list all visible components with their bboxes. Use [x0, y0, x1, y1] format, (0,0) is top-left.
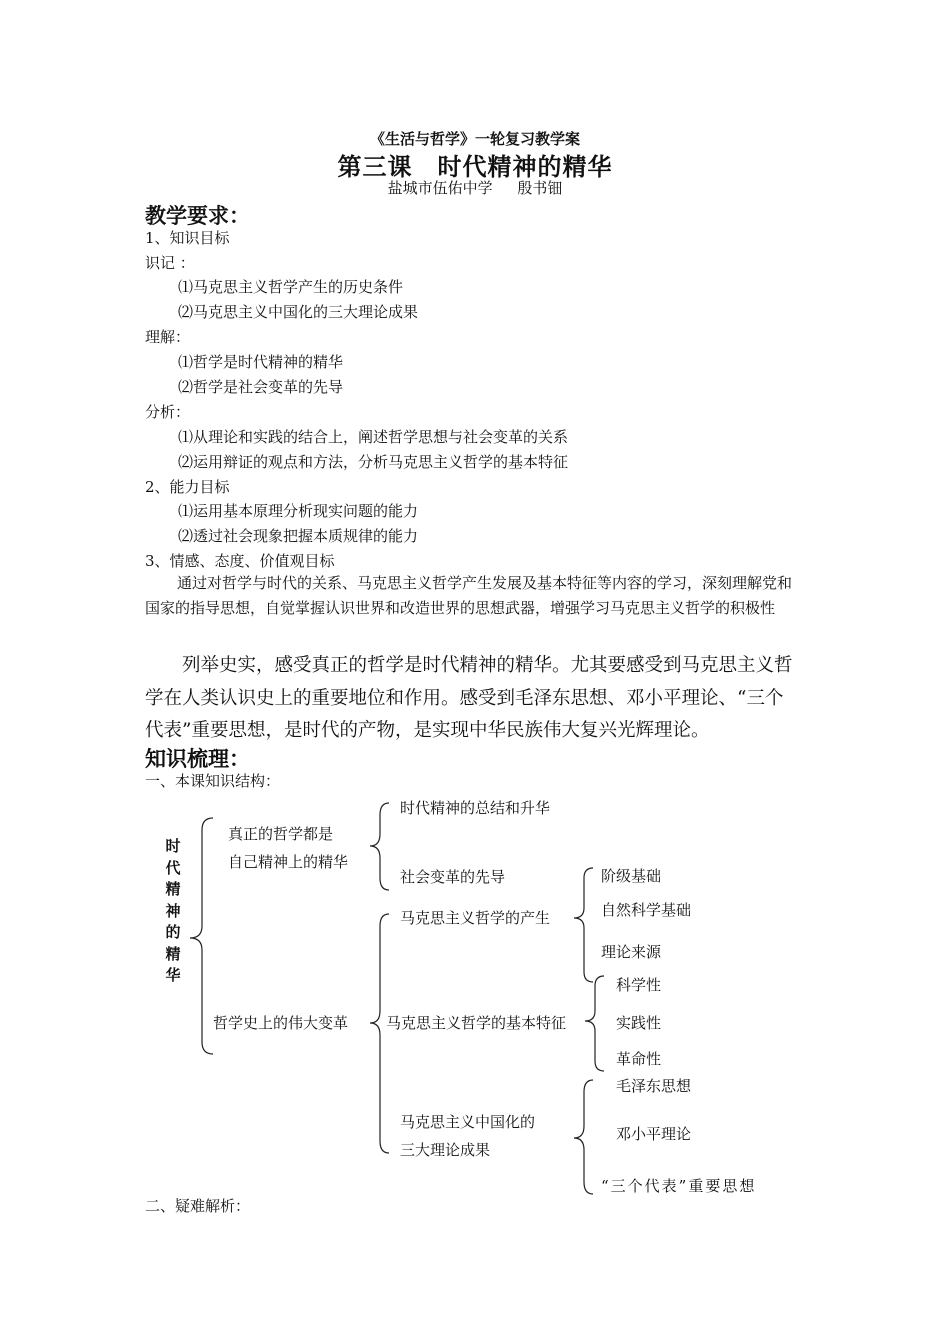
b2-c3-item-2: 邓小平理论 [616, 1125, 692, 1143]
b2-child-1: 马克思主义哲学的产生 [400, 909, 551, 927]
emotion-goal-label: 3、情感、态度、价值观目标 [145, 552, 335, 570]
ability-item-2: ⑵透过社会现象把握本质规律的能力 [178, 527, 419, 545]
recall-label: 识记 ： [145, 254, 195, 272]
summary-paragraph: 列举史实，感受真正的哲学是时代精神的精华。尤其要感受到马克思主义哲学在人类认识史上的重要地位和作用。感受到毛泽东思想、邓小平理论、“三个代表”重要思想，是时代的产物，是实现中华民族伟大复兴光辉理论。 [145, 655, 793, 741]
b2-child-2-brace [585, 976, 604, 1071]
requirements-heading: 教学要求： [145, 204, 250, 228]
b2-c2-item-1: 科学性 [616, 976, 662, 994]
analyze-label: 分析： [145, 403, 191, 421]
b1-child-2: 社会变革的先导 [400, 868, 506, 886]
b2-c1-item-3: 理论来源 [601, 943, 662, 961]
emotion-paragraph: 通过对哲学与时代的关系、马克思主义哲学产生发展及基本特征等内容的学习，深刻理解党和国家的指导思想，自觉掌握认识世界和改造世界的思想武器，增强学习马克思主义哲学的积极性 [145, 574, 793, 617]
understand-item-2: ⑵哲学是社会变革的先导 [178, 378, 344, 396]
b2-child-3-line-2: 三大理论成果 [400, 1141, 491, 1159]
b2-child-3-line-1: 马克思主义中国化的 [400, 1113, 536, 1131]
b2-child-2: 马克思主义哲学的基本特征 [386, 1014, 567, 1032]
structure-label: 一、本课知识结构： [145, 772, 281, 790]
branch-1-line-1: 真正的哲学都是 [228, 825, 334, 843]
b1-child-1: 时代精神的总结和升华 [400, 799, 551, 817]
knowledge-goal-label: 1、知识目标 [145, 229, 230, 247]
analyze-item-1: ⑴从理论和实践的结合上，阐述哲学思想与社会变革的关系 [178, 428, 569, 446]
branch-2-brace [370, 914, 389, 1153]
b2-c1-item-1: 阶级基础 [601, 867, 662, 885]
b2-c2-item-3: 革命性 [616, 1050, 662, 1068]
b2-child-3-brace [574, 1080, 593, 1194]
analyze-item-2: ⑵运用辩证的观点和方法，分析马克思主义哲学的基本特征 [178, 453, 569, 471]
b2-child-1-brace [574, 868, 593, 982]
ability-item-1: ⑴运用基本原理分析现实问题的能力 [178, 502, 419, 520]
diagram-root: 时代精神的精华 [165, 837, 181, 984]
doc-title: 第三课 时代精神的精华 [337, 153, 613, 181]
understand-item-1: ⑴哲学是时代精神的精华 [178, 353, 344, 371]
branch-2: 哲学史上的伟大变革 [213, 1014, 349, 1032]
understand-label: 理解： [145, 328, 191, 346]
branch-1-brace [370, 803, 389, 890]
knowledge-heading: 知识梳理： [145, 747, 250, 771]
b2-c3-item-1: 毛泽东思想 [616, 1077, 692, 1095]
b2-c2-item-2: 实践性 [616, 1014, 662, 1032]
b2-c1-item-2: 自然科学基础 [601, 901, 692, 919]
recall-item-2: ⑵马克思主义中国化的三大理论成果 [178, 303, 419, 321]
author-name: 殷书钿 [517, 179, 563, 197]
recall-item-1: ⑴马克思主义哲学产生的历史条件 [178, 278, 404, 296]
doc-supertitle: 《生活与哲学》一轮复习教学案 [369, 130, 580, 148]
root-brace [190, 818, 213, 1054]
difficulty-label: 二、疑难解析： [145, 1197, 251, 1215]
branch-1-line-2: 自己精神上的精华 [228, 853, 349, 871]
b2-c3-item-3: “三个代表”重要思想 [601, 1177, 757, 1195]
school-name: 盐城市伍佑中学 [387, 179, 493, 197]
ability-goal-label: 2、能力目标 [145, 478, 230, 496]
